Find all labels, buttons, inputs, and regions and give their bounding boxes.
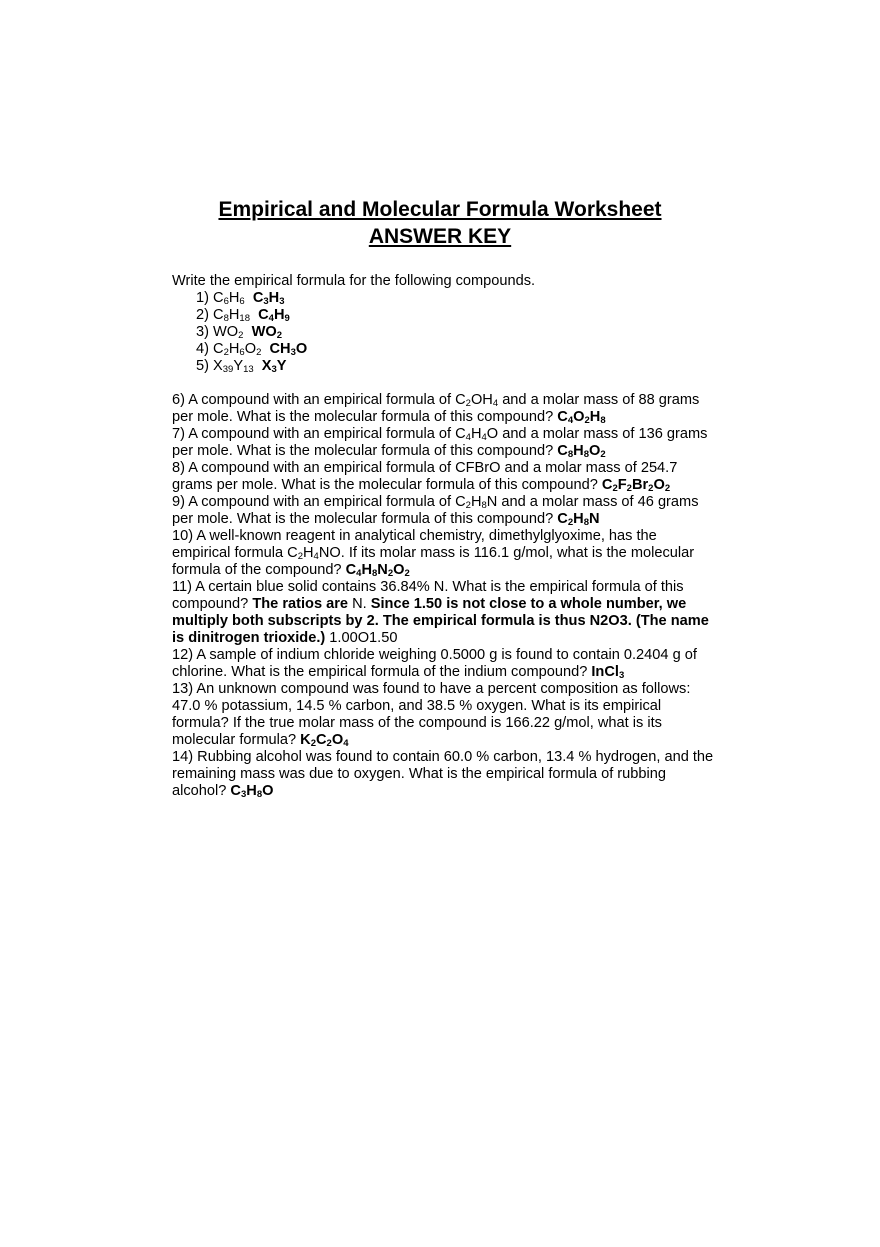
compound-subscript: 6 (239, 296, 245, 307)
answer-subscript: 2 (310, 738, 316, 749)
answer-formula (253, 290, 285, 306)
answer-text: C (557, 443, 568, 459)
question-subscript: 4 (465, 432, 471, 443)
question-text: and a molar mass of 88 grams per mole. What is the molecular formula of this compound? (172, 392, 700, 425)
answer-subscript: 3 (290, 347, 296, 358)
answer-text: H (273, 307, 285, 323)
compound-formula (213, 358, 254, 374)
question-subscript: 2 (465, 500, 471, 511)
question-text: A compound with an empirical formula of C (188, 426, 466, 442)
answer-text: C (230, 783, 241, 799)
answer-subscript: 2 (387, 568, 394, 579)
answer-text: O (331, 732, 344, 748)
answer-formula (300, 732, 348, 748)
answer-text: O (295, 341, 308, 357)
question-number: 12) (172, 647, 197, 663)
compound-text: WO (213, 324, 239, 340)
answer-subscript: 2 (648, 483, 654, 494)
answer-text: Br (631, 477, 649, 493)
question-item (172, 494, 717, 528)
answer-subscript: 3 (271, 364, 277, 375)
answer-subscript: 3 (263, 296, 269, 307)
compound-subscript: 2 (238, 330, 244, 341)
answer-subscript: 3 (240, 789, 247, 800)
answer-subscript: 3 (279, 296, 285, 307)
question-item (172, 647, 717, 681)
question-text: Rubbing alcohol was found to contain 60.0 % carbon, 13.4 % hydrogen, and the remaining mass was due to oxygen. What is the empirical formula of rubbing alcohol? (172, 749, 714, 799)
question-text: H (303, 545, 314, 561)
title-block (0, 196, 880, 250)
answer-formula (591, 664, 624, 680)
answer-subscript: 8 (583, 449, 589, 460)
page-title: Empirical and Molecular Formula Worksheet (218, 198, 662, 221)
answer-text: CH (269, 341, 291, 357)
list-item (196, 324, 717, 341)
item-number: 3) (196, 324, 214, 340)
answer-text: C (258, 307, 269, 323)
question-text: A compound with an empirical formula of CFBrO and a molar mass of 254.7 grams per mole. What is the molecular formula of this compound? (172, 460, 678, 493)
compound-formula (213, 324, 243, 340)
worksheet-content (172, 273, 717, 800)
question-text: A compound with an empirical formula of C (188, 494, 466, 510)
answer-text: InCl (591, 664, 619, 680)
answer-tail-text: 1.00O1.50 (325, 630, 398, 646)
question-text: H (470, 494, 482, 510)
question-item (172, 749, 717, 800)
page-subtitle: ANSWER KEY (368, 225, 512, 248)
answer-text: X (261, 358, 272, 374)
compound-subscript: 13 (243, 364, 254, 375)
answer-text: K (300, 732, 311, 748)
answer-subscript: 4 (343, 738, 349, 749)
answer-subscript: 8 (567, 449, 574, 460)
question-item (172, 579, 717, 647)
spacer (172, 375, 717, 392)
answer-text: The ratios are (252, 596, 353, 612)
answer-mid-text: N. (352, 596, 371, 612)
compound-formula (213, 341, 261, 357)
question-subscript: 8 (481, 500, 487, 511)
list-item (196, 307, 717, 324)
question-number: 9) (172, 494, 189, 510)
answer-formula (252, 324, 282, 340)
compound-subscript: 8 (223, 313, 229, 324)
answer-text: C (316, 732, 327, 748)
answer-text: WO (251, 324, 277, 340)
item-number: 1) (196, 290, 214, 306)
question-item (172, 426, 717, 460)
compound-subscript: 2 (223, 347, 229, 358)
compound-subscript: 18 (239, 313, 250, 324)
list-item (196, 341, 717, 358)
answer-formula (258, 307, 290, 323)
answer-subscript: 2 (626, 483, 632, 494)
list-item (196, 358, 717, 375)
answer-formula (252, 596, 352, 612)
question-subscript: 2 (465, 398, 471, 409)
compound-text: C (213, 290, 224, 306)
answer-formula (346, 562, 410, 578)
question-text: A well-known reagent in analytical chemistry, dimethylglyoxime, has the empirical formula C (172, 528, 657, 561)
compound-subscript: 39 (222, 364, 234, 375)
question-text: NO. If its molar mass is 116.1 g/mol, what is the molecular formula of the compound? (172, 545, 695, 578)
answer-subscript: 2 (404, 568, 410, 579)
question-item (172, 460, 717, 494)
answer-text: Since 1.50 is not close to a whole number, we multiply both subscripts by 2. The empirical formula is thus N2O3. (The name is dinitrogen trioxide.) (172, 596, 709, 646)
question-number: 10) (172, 528, 197, 544)
question-number: 7) (172, 426, 189, 442)
question-item (172, 681, 717, 749)
question-text: A sample of indium chloride weighing 0.5000 g is found to contain 0.2404 g of chlorine. What is the empirical formula of the indium compound? (172, 647, 697, 680)
list-item (196, 290, 717, 307)
answer-subscript: 8 (600, 415, 606, 426)
answer-subscript: 2 (600, 449, 606, 460)
question-text: H (470, 426, 482, 442)
answer-text: C (557, 511, 568, 527)
compound-subscript: 6 (239, 347, 245, 358)
answer-formula (557, 511, 599, 527)
question-number: 8) (172, 460, 189, 476)
answer-text: C (557, 409, 568, 425)
question-number: 6) (172, 392, 189, 408)
answer-text: O (588, 443, 601, 459)
answer-subscript: 4 (356, 568, 362, 579)
answer-text: O (573, 409, 585, 425)
compound-subscript: 2 (256, 347, 262, 358)
question-text: A compound with an empirical formula of C (188, 392, 466, 408)
compound-text: C (213, 307, 224, 323)
answer-text: N (588, 511, 600, 527)
compound-formula (213, 290, 245, 306)
compound-text: H (228, 307, 240, 323)
item-number: 4) (196, 341, 214, 357)
answer-subscript: 8 (583, 517, 589, 528)
answer-subscript: 2 (664, 483, 671, 494)
answer-text: O (262, 783, 274, 799)
question-number: 14) (172, 749, 198, 765)
question-item (172, 528, 717, 579)
answer-text: O (393, 562, 405, 578)
answer-text: H (573, 443, 584, 459)
answer-subscript: 9 (284, 313, 290, 324)
answer-formula (557, 443, 605, 459)
answer-formula (262, 358, 287, 374)
compound-text: X (213, 358, 223, 374)
answer-text: C (252, 290, 264, 306)
question-subscript: 2 (297, 551, 303, 562)
answer-subscript: 2 (612, 483, 618, 494)
compound-text: H (228, 290, 240, 306)
question-text: An unknown compound was found to have a percent composition as follows: 47.0 % potassium, 14.5 % carbon, and 38.5 % oxygen. What is its empirical formula? If the true molar mass of the compound is 166.22 g/mol, what is its molecular formula? (172, 681, 691, 748)
question-text: A certain blue solid contains 36.84% N. What is the empirical formula of this compound? (172, 579, 684, 612)
instructions-text: Write the empirical formula for the following compounds. (172, 273, 536, 289)
answer-subscript: 4 (567, 415, 574, 426)
answer-text: C (601, 477, 613, 493)
question-number: 13) (172, 681, 197, 697)
answer-formula (557, 409, 605, 425)
answer-text: Y (276, 358, 287, 374)
answer-text: H (268, 290, 280, 306)
compound-subscript: 6 (223, 296, 229, 307)
question-number: 11) (172, 579, 196, 595)
item-number: 2) (196, 307, 214, 323)
answer-subscript: 3 (618, 670, 625, 681)
answer-text: N (377, 562, 388, 578)
question-subscript: 4 (492, 398, 499, 409)
question-item (172, 392, 717, 426)
question-list (172, 392, 717, 800)
item-number: 5) (196, 358, 214, 374)
compound-text: Y (233, 358, 244, 374)
question-text: N and a molar mass of 46 grams per mole. What is the molecular formula of this compound? (172, 494, 699, 527)
answer-subscript: 2 (326, 738, 332, 749)
empirical-formula-list (196, 290, 717, 375)
answer-text: H (246, 783, 257, 799)
answer-text: H (361, 562, 372, 578)
answer-text: F (617, 477, 627, 493)
answer-formula (269, 341, 307, 357)
question-subscript: 4 (313, 551, 319, 562)
answer-formula (602, 477, 670, 493)
answer-text: C (345, 562, 357, 578)
answer-subscript: 2 (567, 517, 574, 528)
compound-formula (213, 307, 250, 323)
answer-subscript: 2 (276, 330, 283, 341)
answer-text: H (589, 409, 601, 425)
answer-subscript: 4 (268, 313, 274, 324)
answer-subscript: 8 (372, 568, 378, 579)
question-subscript: 4 (481, 432, 487, 443)
compound-text: O (244, 341, 257, 357)
question-text: O and a molar mass of 136 grams per mole. What is the molecular formula of this compound? (172, 426, 708, 459)
answer-text: O (653, 477, 665, 493)
answer-text: H (573, 511, 584, 527)
answer-subscript: 8 (256, 789, 263, 800)
answer-formula (230, 783, 273, 799)
compound-text: H (228, 341, 240, 357)
compound-text: C (213, 341, 224, 357)
question-text: OH (470, 392, 493, 408)
answer-subscript: 2 (584, 415, 590, 426)
